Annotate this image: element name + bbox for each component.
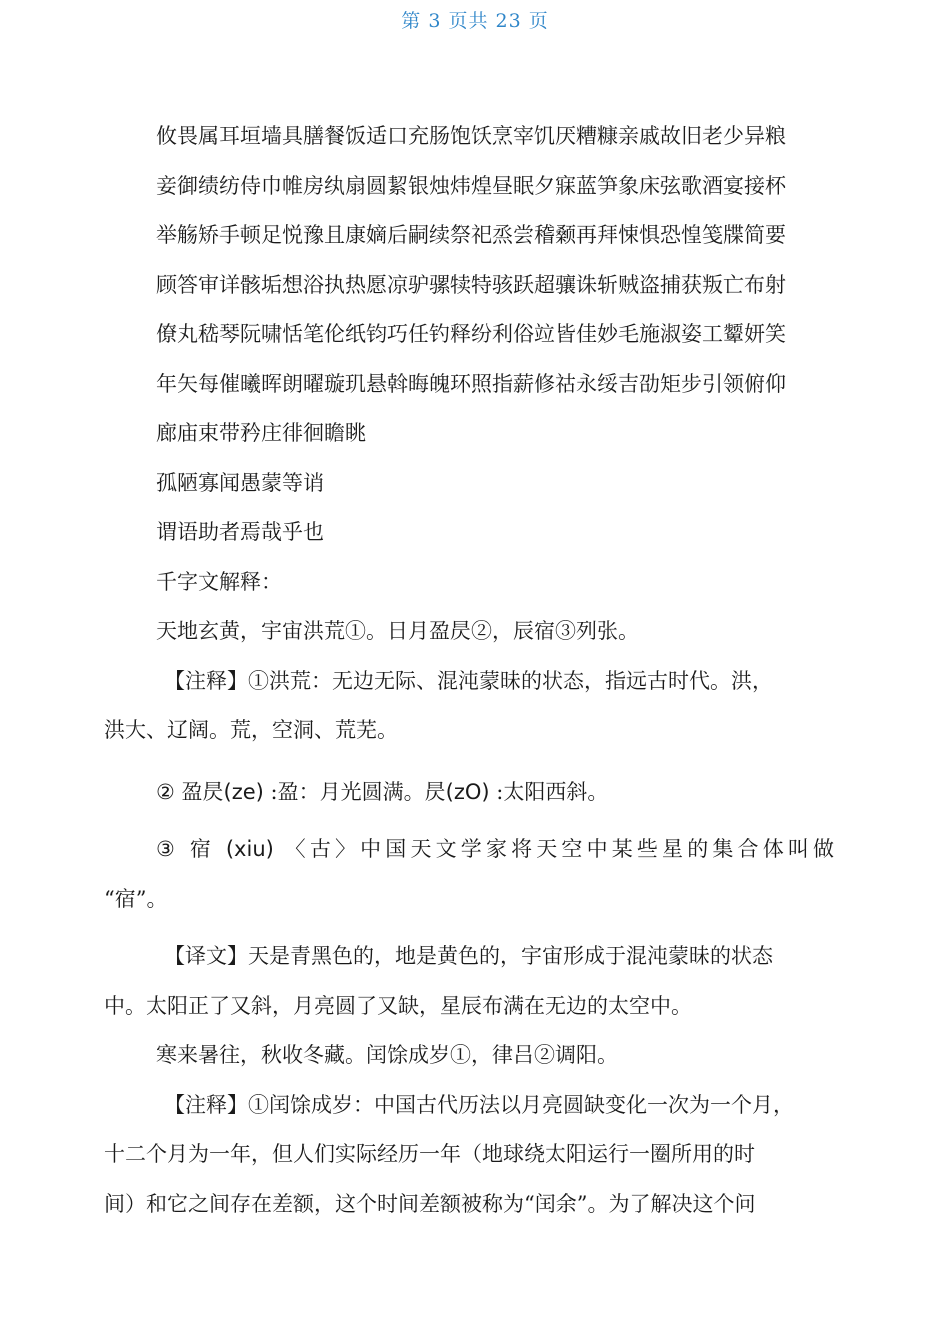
verse-line: 天地玄黄，宇宙洪荒①。日月盈昃②，辰宿③列张。 xyxy=(156,619,639,643)
note-paragraph: 间）和它之间存在差额，这个时间差额被称为“闰余”。为了解决这个问 xyxy=(104,1191,756,1216)
pinyin: (zO) xyxy=(445,779,490,804)
char-list-line: 谓语助者焉哉乎也 xyxy=(156,520,324,544)
note-paragraph: 洪大、辽阔。荒，空洞、荒芜。 xyxy=(104,718,398,742)
pinyin: (xiu) xyxy=(225,837,274,861)
note-word: 盈昃 xyxy=(181,779,224,804)
note-marker: ③ xyxy=(156,837,179,861)
char-list-line: 廊庙束带矜庄徘徊瞻眺 xyxy=(156,421,366,445)
note-item xyxy=(104,768,834,818)
note-paragraph: 【注释】①闰馀成岁：中国古代历法以月亮圆缺变化一次为一个月， xyxy=(164,1092,794,1117)
note-paragraph: 【注释】①洪荒：无边无际、混沌蒙昧的状态，指远古时代。洪， xyxy=(164,668,773,693)
document-body xyxy=(104,112,834,1229)
note-paragraph: 十二个月为一年，但人们实际经历一年（地球绕太阳运行一圈所用的时 xyxy=(104,1142,755,1166)
note-text: :太阳西斜。 xyxy=(496,779,609,804)
char-list-line: 妾御绩纺侍巾帷房纨扇圆絜银烛炜煌昼眠夕寐蓝笋象床弦歌酒宴接杯 xyxy=(156,173,786,198)
translation-paragraph: 中。太阳正了又斜，月亮圆了又缺，星辰布满在无边的太空中。 xyxy=(104,993,692,1018)
pinyin: (ze) xyxy=(223,779,264,804)
page-indicator: 第 3 页共 23 页 xyxy=(401,10,549,32)
section-title: 千字文解释： xyxy=(156,569,282,594)
verse-line: 寒来暑往，秋收冬藏。闰馀成岁①，律吕②调阳。 xyxy=(156,1043,618,1067)
char-list-line: 僚丸嵇琴阮啸恬笔伦纸钧巧任钓释纷利俗竝皆佳妙毛施淑姿工颦妍笑 xyxy=(156,322,786,346)
char-list-line: 举觞矫手顿足悦豫且康嫡后嗣续祭祀烝尝稽颡再拜悚惧恐惶笺牒简要 xyxy=(156,223,786,247)
translation-paragraph: 【译文】天是青黑色的，地是黄色的，宇宙形成于混沌蒙昧的状态 xyxy=(164,944,773,968)
note-word: 宿 xyxy=(189,837,216,861)
note-paragraph: “宿”。 xyxy=(104,886,168,911)
char-list-line: 攸畏属耳垣墙具膳餐饭适口充肠饱饫烹宰饥厌糟糠亲戚故旧老少异粮 xyxy=(156,124,786,148)
note-marker: ② xyxy=(156,779,175,804)
note-text: :盈：月光圆满。昃 xyxy=(270,779,446,804)
note-text: 〈古〉中国天文学家将天空中某些星的集合体叫做 xyxy=(284,837,834,861)
char-list-line: 年矢每催曦晖朗曜璇玑悬斡晦魄环照指薪修祜永绥吉劭矩步引领俯仰 xyxy=(156,371,786,396)
char-list-line: 顾答审详骸垢想浴执热愿凉驴骡犊特骇跃超骧诛斩贼盗捕获叛亡布射 xyxy=(156,272,786,297)
note-item xyxy=(104,825,834,875)
char-list-line: 孤陋寡闻愚蒙等诮 xyxy=(156,470,324,495)
